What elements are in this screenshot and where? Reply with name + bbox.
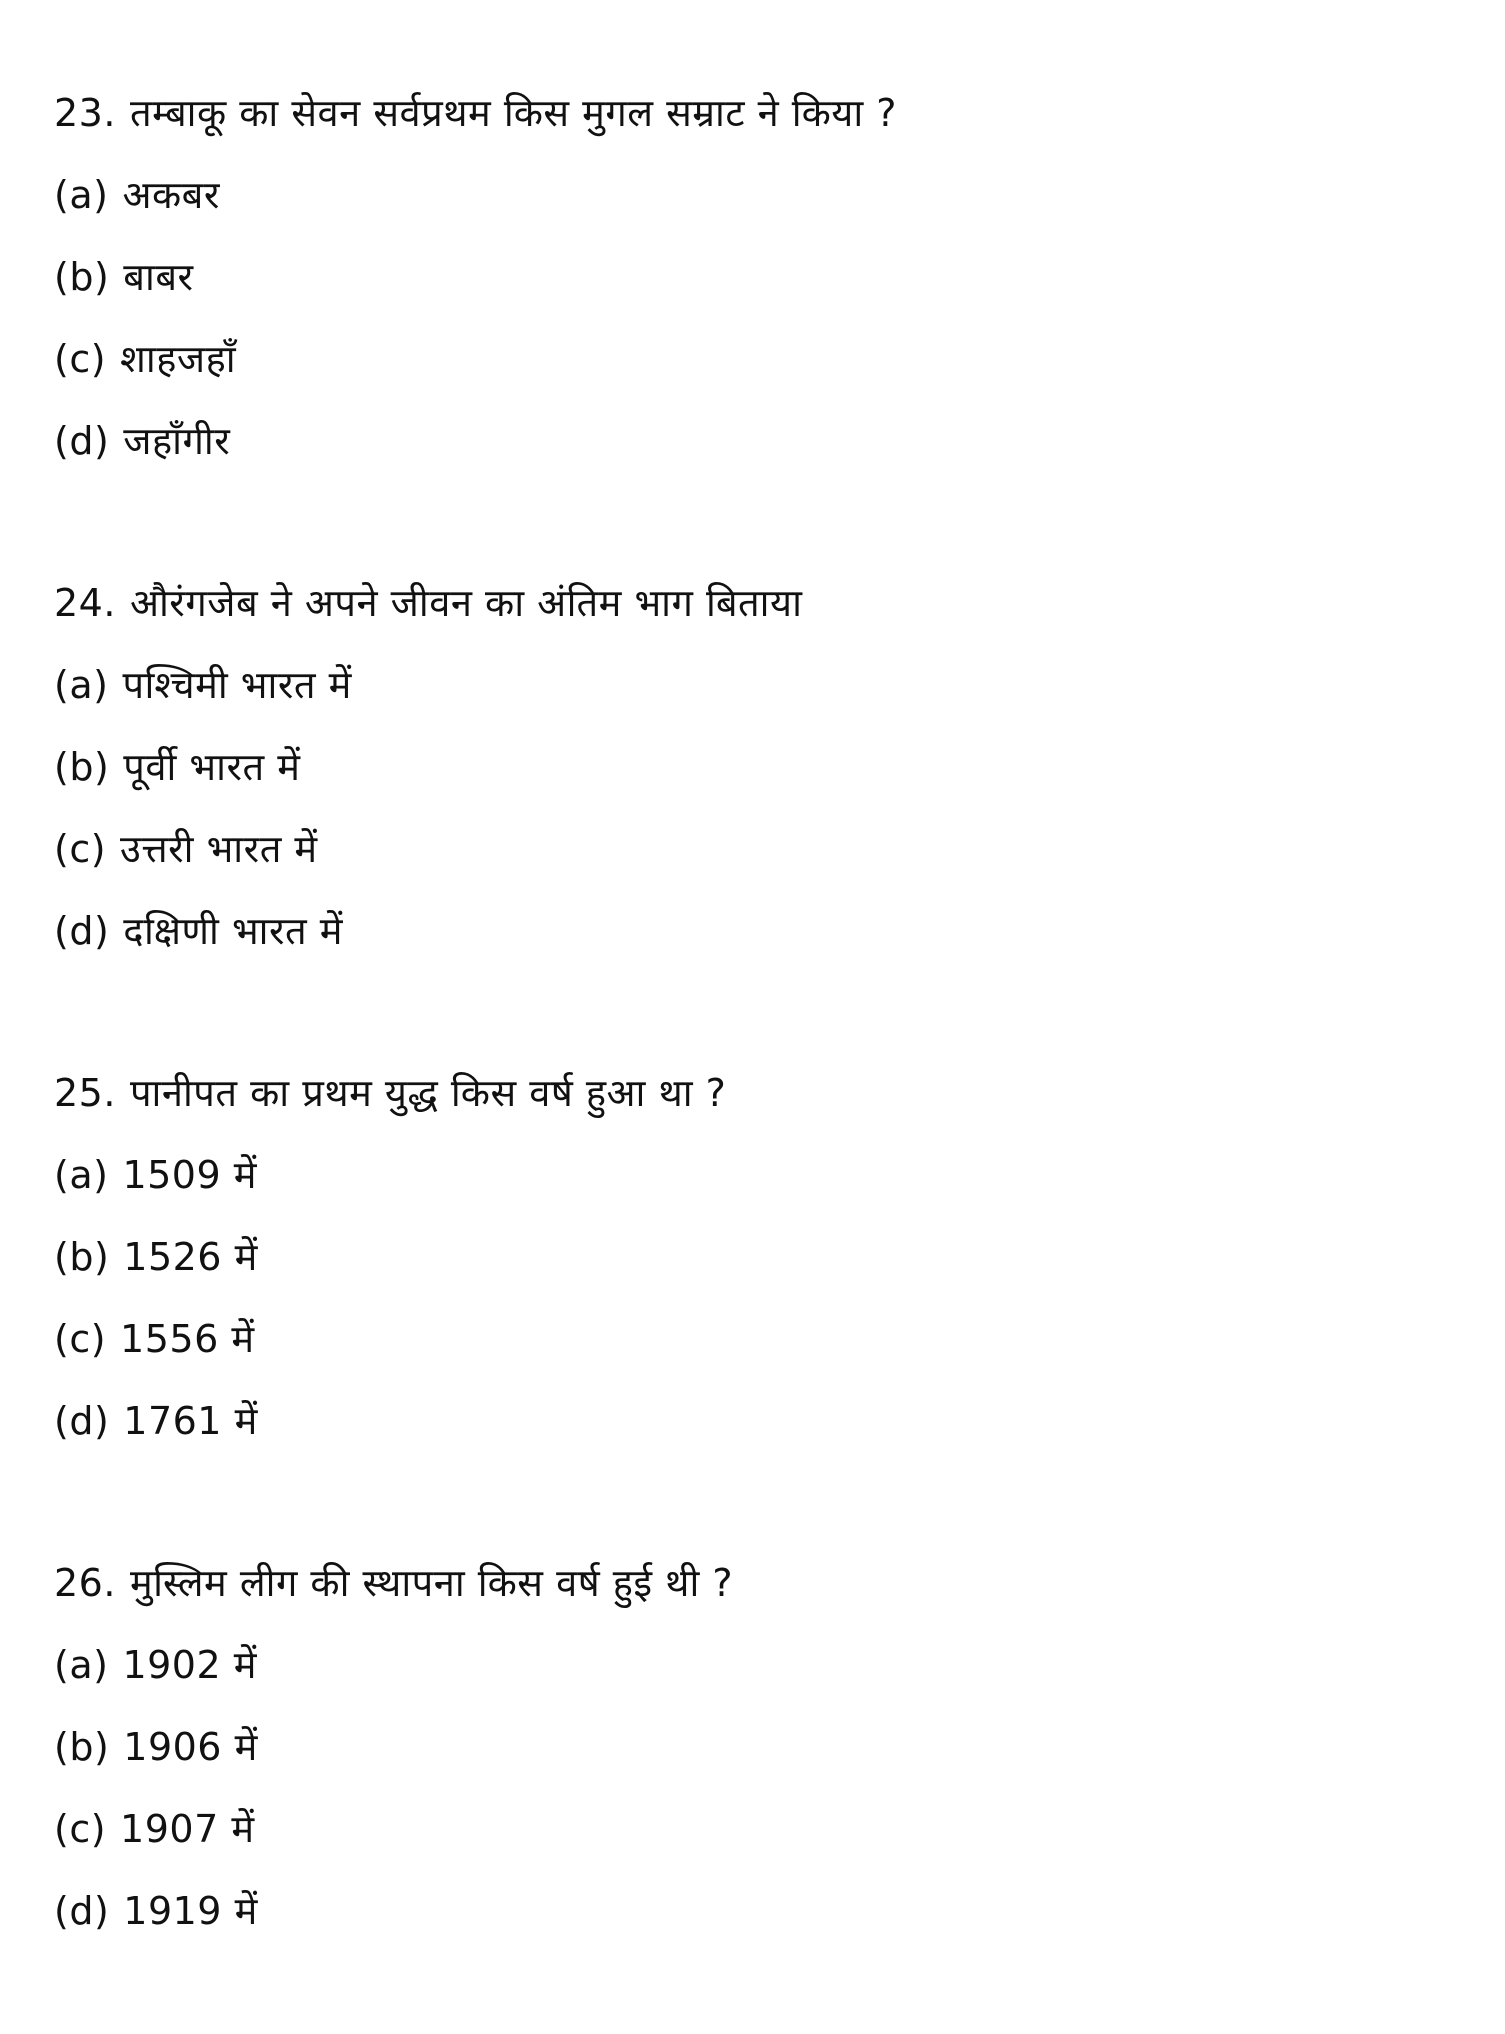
- question-number: 26.: [54, 1561, 116, 1605]
- option-key: (b): [54, 1235, 110, 1279]
- option-key: (b): [54, 745, 110, 789]
- option-text: 1907 में: [120, 1807, 255, 1851]
- option-key: (c): [54, 1317, 107, 1361]
- option-text: बाबर: [123, 255, 194, 299]
- question-number: 24.: [54, 581, 116, 625]
- option-c: [54, 1298, 1454, 1380]
- option-text: अकबर: [122, 173, 220, 217]
- question-sheet: [54, 72, 1454, 2032]
- option-text: दक्षिणी भारत में: [123, 909, 344, 953]
- option-key: (b): [54, 255, 110, 299]
- option-key: (c): [54, 337, 107, 381]
- option-key: (a): [54, 663, 109, 707]
- option-b: [54, 1216, 1454, 1298]
- option-text: पश्चिमी भारत में: [122, 663, 352, 707]
- question-number: 25.: [54, 1071, 116, 1115]
- option-a: [54, 154, 1454, 236]
- option-key: (d): [54, 419, 110, 463]
- question-number: 23.: [54, 91, 116, 135]
- option-text: 1509 में: [122, 1153, 257, 1197]
- option-text: 1526 में: [123, 1235, 258, 1279]
- option-text: पूर्वी भारत में: [123, 745, 301, 789]
- question-text: पानीपत का प्रथम युद्ध किस वर्ष हुआ था ?: [129, 1071, 727, 1115]
- question-text: मुस्लिम लीग की स्थापना किस वर्ष हुई थी ?: [129, 1561, 734, 1605]
- option-d: [54, 1870, 1454, 1952]
- option-key: (d): [54, 909, 110, 953]
- option-a: [54, 1624, 1454, 1706]
- option-text: जहाँगीर: [123, 419, 231, 463]
- option-text: उत्तरी भारत में: [120, 827, 318, 871]
- option-text: 1902 में: [122, 1643, 257, 1687]
- option-key: (c): [54, 1807, 107, 1851]
- option-key: (a): [54, 1153, 109, 1197]
- question-26: [54, 1542, 1454, 1952]
- option-text: 1761 में: [123, 1399, 258, 1443]
- question-text-line: [54, 72, 1454, 154]
- option-b: [54, 726, 1454, 808]
- question-24: [54, 562, 1454, 972]
- option-key: (d): [54, 1889, 110, 1933]
- option-d: [54, 400, 1454, 482]
- question-text-line: [54, 1052, 1454, 1134]
- option-text: शाहजहाँ: [120, 337, 237, 381]
- option-c: [54, 808, 1454, 890]
- option-text: 1906 में: [123, 1725, 258, 1769]
- option-a: [54, 644, 1454, 726]
- question-text-line: [54, 562, 1454, 644]
- option-text: 1919 में: [123, 1889, 258, 1933]
- question-25: [54, 1052, 1454, 1462]
- option-key: (c): [54, 827, 107, 871]
- option-b: [54, 236, 1454, 318]
- option-key: (b): [54, 1725, 110, 1769]
- question-text: तम्बाकू का सेवन सर्वप्रथम किस मुगल सम्राट ने किया ?: [129, 91, 897, 135]
- option-text: 1556 में: [120, 1317, 255, 1361]
- question-23: [54, 72, 1454, 482]
- option-b: [54, 1706, 1454, 1788]
- question-text: औरंगजेब ने अपने जीवन का अंतिम भाग बिताया: [129, 581, 803, 625]
- option-d: [54, 890, 1454, 972]
- option-key: (a): [54, 1643, 109, 1687]
- option-key: (d): [54, 1399, 110, 1443]
- option-d: [54, 1380, 1454, 1462]
- option-key: (a): [54, 173, 109, 217]
- option-c: [54, 318, 1454, 400]
- option-a: [54, 1134, 1454, 1216]
- option-c: [54, 1788, 1454, 1870]
- question-text-line: [54, 1542, 1454, 1624]
